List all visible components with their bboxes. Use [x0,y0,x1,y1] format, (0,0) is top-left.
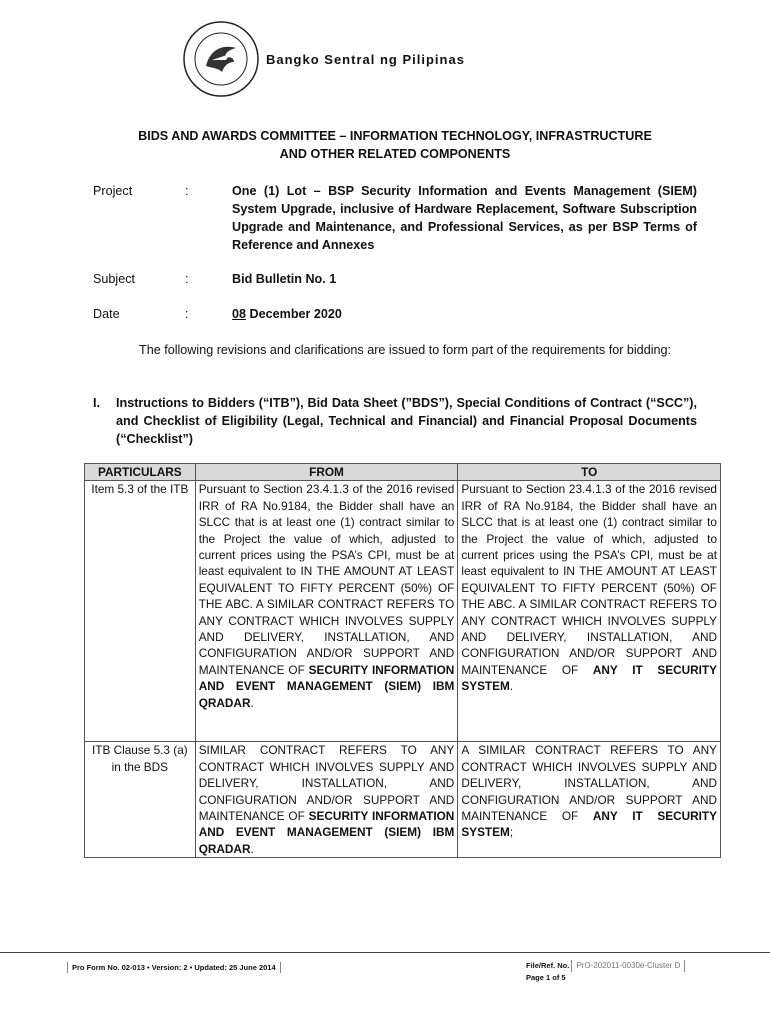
to-end: ; [509,825,514,840]
date-row [93,305,697,323]
revisions-table [84,463,721,858]
to-text: A SIMILAR CONTRACT REFERS TO ANY CONTRACT WHICH INVOLVES SUPPLY AND DELIVERY, INSTALLATION, AND CONFIGURATION AND/OR SUPPORT AND MAINTENANCE OF [461,743,717,824]
header-to: TO [458,464,721,481]
subject-label: Subject [93,272,136,286]
date-colon: : [185,307,189,321]
header-from: FROM [195,464,458,481]
date-day: 08 [232,307,247,321]
subject-row [93,270,697,288]
footer-divider [0,952,770,953]
table-row [85,481,721,742]
from-bold-text: SECURITY INFORMATION AND EVENT MANAGEMENT (SIEM) IBM QRADAR [198,662,455,710]
to-end: . [509,679,514,694]
heading-line-2: AND OTHER RELATED COMPONENTS [279,147,511,161]
committee-heading [90,127,700,163]
date-month-year: December 2020 [246,307,342,321]
file-ref-label: File/Ref. No. [526,961,570,970]
footer-file-info [526,960,685,984]
table-row [85,742,721,858]
from-end: . [250,695,254,710]
file-ref-value: PrO-202011-0030e-Cluster D [571,960,685,972]
from-end: . [250,841,254,856]
subject-value: Bid Bulletin No. 1 [232,272,337,286]
to-cell [458,742,721,858]
section-number: I. [93,396,100,410]
from-cell [195,481,458,742]
from-text: Pursuant to Section 23.4.1.3 of the 2016 revised IRR of RA No.9184, the Bidder shall have an SLCC that is at least one (1) contract similar to the Project the value of which, adjusted to current prices using the PSA’s CPI, must be at least equivalent to IN THE AMOUNT AT LEAST EQUIVALENT TO FIFTY PERCENT (50%) OF THE ABC. A SIMILAR CONTRACT REFERS TO ANY CONTRACT WHICH INVOLVES SUPPLY AND DELIVERY, INSTALLATION, AND CONFIGURATION AND/OR SUPPORT AND MAINTENANCE OF [198,482,455,677]
form-info: Pro Form No. 02-013 • Version: 2 • Updated: 25 June 2014 [67,962,281,973]
heading-line-1: BIDS AND AWARDS COMMITTEE – INFORMATION TECHNOLOGY, INFRASTRUCTURE [138,129,652,143]
to-bold-text: ANY IT SECURITY SYSTEM [461,809,717,840]
subject-colon: : [185,272,189,286]
file-ref-line [526,960,685,972]
from-cell [195,742,458,858]
bsp-seal-logo [182,20,260,98]
project-row [93,182,697,254]
page-number: Page 1 of 5 [526,973,566,982]
project-value: One (1) Lot – BSP Security Information and Events Management (SIEM) System Upgrade, inclusive of Hardware Replacement, Software Subscription Upgrade and Maintenance, and Professional Services, as per BSP Terms of Reference and Annexes [232,184,697,252]
table-header-row [85,464,721,481]
particular-cell: Item 5.3 of the ITB [85,481,196,742]
to-bold-text: ANY IT SECURITY SYSTEM [461,662,717,694]
from-text: SIMILAR CONTRACT REFERS TO ANY CONTRACT WHICH INVOLVES SUPPLY AND DELIVERY, INSTALLATION, AND CONFIGURATION AND/OR SUPPORT AND MAINTENANCE OF [198,743,455,824]
date-value [232,305,697,323]
to-text: Pursuant to Section 23.4.1.3 of the 2016 revised IRR of RA No.9184, the Bidder shall have an SLCC that is at least one (1) contract similar to the Project the value of which, adjusted to current prices using the PSA’s CPI, must be at least equivalent to IN THE AMOUNT AT LEAST EQUIVALENT TO FIFTY PERCENT (50%) OF THE ABC. A SIMILAR CONTRACT REFERS TO ANY CONTRACT WHICH INVOLVES SUPPLY AND DELIVERY, INSTALLATION, AND CONFIGURATION AND/OR SUPPORT AND MAINTENANCE OF [461,482,717,677]
header-particulars: PARTICULARS [85,464,196,481]
date-label: Date [93,307,120,321]
from-bold-text: SECURITY INFORMATION AND EVENT MANAGEMENT (SIEM) IBM QRADAR [198,809,455,856]
organization-name: Bangko Sentral ng Pilipinas [266,52,465,67]
project-colon: : [185,184,189,198]
to-cell [458,481,721,742]
particular-cell: ITB Clause 5.3 (a) in the BDS [85,742,196,858]
section-title: Instructions to Bidders (“ITB”), Bid Data Sheet (”BDS”), Special Conditions of Contract (“SCC”), and Checklist of Eligibility (Legal, Technical and Financial) and Financial Proposal Documents (“Checklist”) [116,396,697,446]
project-label: Project [93,184,133,198]
intro-paragraph: The following revisions and clarifications are issued to form part of the requirements for bidding: [139,343,671,357]
